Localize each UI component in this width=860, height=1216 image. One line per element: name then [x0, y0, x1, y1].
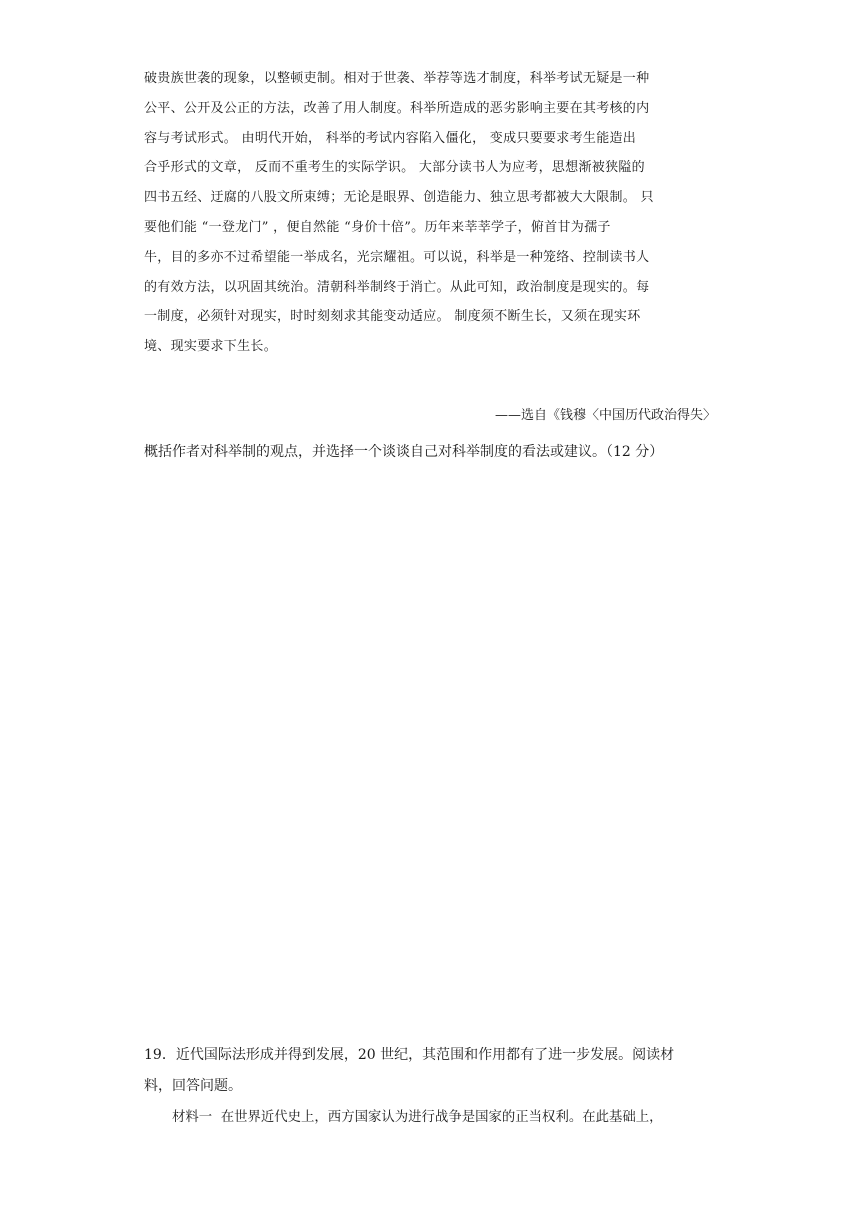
passage-line: 四书五经、迂腐的八股文所束缚；无论是眼界、创造能力、独立思考都被大大限制。 只	[144, 190, 654, 206]
passage-line: 要他们能 “一登龙门” ，便自然能 “身价十倍”。历年来莘莘学子，俯首甘为孺子	[144, 219, 611, 235]
passage-line: 合乎形式的文章， 反而不重考生的实际学识。 大部分读书人为应考，思想渐被狭隘的	[144, 160, 645, 176]
question-19-text: 近代国际法形成并得到发展，20 世纪，其范围和作用都有了进一步发展。阅读材	[175, 1047, 675, 1063]
question-19-line: 料，回答问题。	[144, 1078, 242, 1094]
passage-line: 境、现实要求下生长。	[144, 339, 278, 355]
passage-line: 破贵族世袭的现象，以整顿吏制。相对于世袭、举荐等选才制度，科举考试无疑是一种	[144, 71, 650, 86]
material-1-label: 材料一	[172, 1110, 213, 1125]
question-18-prompt: 概括作者对科举制的观点，并选择一个谈谈自己对科举制度的看法或建议。（12 分）	[144, 444, 664, 460]
answer-area[interactable]	[144, 480, 716, 1020]
excerpt-passage	[144, 64, 716, 362]
passage-line: 牛，目的多亦不过希望能一举成名，光宗耀祖。可以说，科举是一种笼络、控制读书人	[144, 249, 650, 265]
passage-line: 容与考试形式。 由明代开始， 科举的考试内容陷入僵化， 变成只要要求考生能造出	[144, 130, 637, 146]
passage-line: 公平、公开及公正的方法，改善了用人制度。科举所造成的恶劣影响主要在其考核的内	[144, 100, 650, 116]
question-19-line	[144, 1040, 724, 1071]
passage-source: ——选自《钱穆〈中国历代政治得失〉	[494, 408, 716, 423]
passage-line: 一制度，必须针对现实，时时刻刻求其能变动适应。 制度须不断生长，又须在现实环	[144, 309, 641, 325]
material-1	[144, 1102, 724, 1133]
material-1-text: 在世界近代史上，西方国家认为进行战争是国家的正当权利。在此基础上，	[220, 1110, 663, 1125]
question-number: 19．	[144, 1047, 176, 1063]
passage-line: 的有效方法，以巩固其统治。清朝科举制终于消亡。从此可知，政治制度是现实的。每	[144, 279, 650, 295]
question-19	[144, 1040, 724, 1133]
